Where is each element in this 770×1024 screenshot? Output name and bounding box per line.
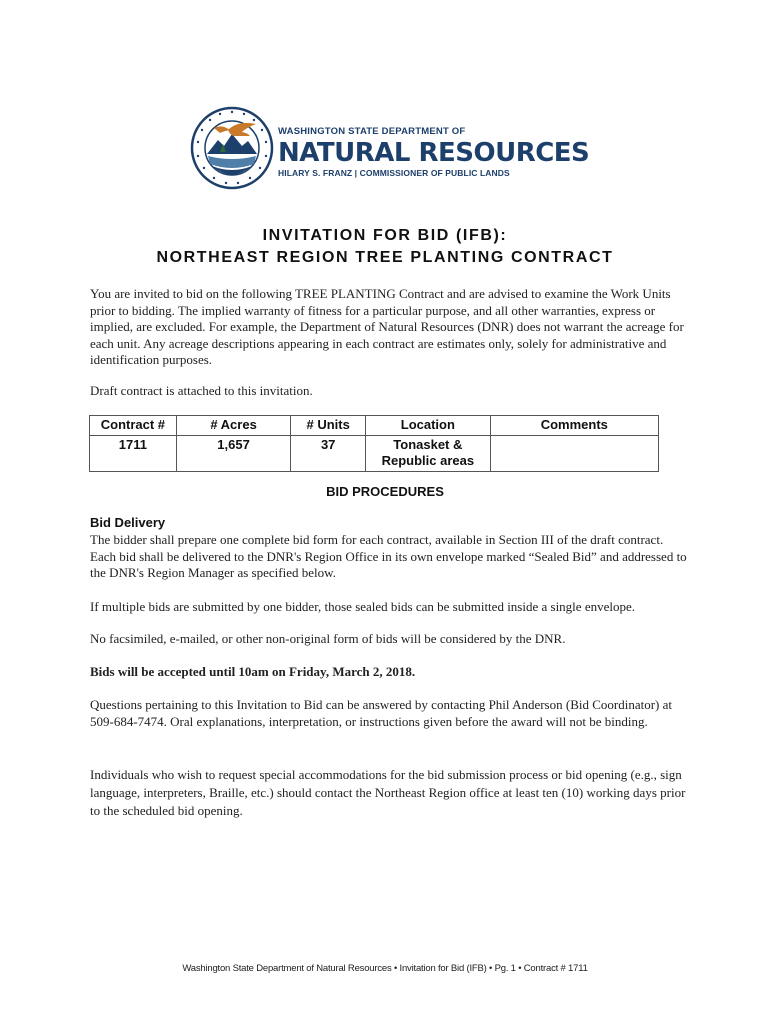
header-comments: Comments [490,416,658,436]
bid-deadline: Bids will be accepted until 10am on Friday, March 2, 2018. [90,664,416,679]
header-units: # Units [291,416,366,436]
logo-agency-name: NATURAL RESOURCES [278,138,590,168]
table-header-row [90,416,659,436]
cell-contract: 1711 [90,436,177,472]
document-subtitle: NORTHEAST REGION TREE PLANTING CONTRACT [156,249,614,266]
logo-department-line: WASHINGTON STATE DEPARTMENT OF [278,126,466,137]
bid-delivery-heading: Bid Delivery [90,515,166,530]
cell-acres: 1,657 [176,436,291,472]
cell-location: Tonasket & Republic areas [366,436,491,472]
cell-comments [490,436,658,472]
table-row [90,436,659,472]
logo-commissioner-line: HILARY S. FRANZ | COMMISSIONER OF PUBLIC LANDS [278,168,510,178]
bid-procedures-heading: BID PROCEDURES [326,484,444,499]
accommodations-paragraph: Individuals who wish to request special accommodations for the bid submission process or bid opening (e.g., sign language, interpreters, Braille, etc.) should contact the Northeast Region office at least ten (10) working days prior to the scheduled bid opening. [90,767,686,818]
multiple-bids-paragraph: If multiple bids are submitted by one bidder, those sealed bids can be submitted inside a single envelope. [90,599,635,614]
contract-table [89,415,659,472]
cell-units: 37 [291,436,366,472]
header-contract: Contract # [90,416,177,436]
dnr-logo [190,106,590,196]
questions-paragraph: Questions pertaining to this Invitation to Bid can be answered by contacting Phil Anderson (Bid Coordinator) at 509-684-7474. Oral explanations, interpretation, or instructions given before the award will not be binding. [90,697,673,729]
logo-wordmark [278,126,588,178]
page-footer: Washington State Department of Natural Resources • Invitation for Bid (IFB) • Pg. 1 • Contract # 1711 [182,963,588,974]
document-title: INVITATION FOR BID (IFB): [262,227,508,244]
header-location: Location [366,416,491,436]
no-fax-paragraph: No facsimiled, e-mailed, or other non-original form of bids will be considered by the DNR. [90,631,566,646]
bid-delivery-paragraph: The bidder shall prepare one complete bid form for each contract, available in Section III of the draft contract. Each bid shall be delivered to the DNR's Region Office in its own envelope marked “Sealed Bid” and addressed to the DNR's Region Manager as specified below. [90,532,687,580]
intro-paragraph: You are invited to bid on the following TREE PLANTING Contract and are advised to examine the Work Units prior to bidding. The implied warranty of fitness for a particular purpose, and all other warranties, express or implied, are excluded. For example, the Department of Natural Resources (DNR) does not warrant the acreage for each unit. Any acreage descriptions appearing in each contract are estimates only, solely for administrative and identification purposes. [90,286,684,367]
draft-contract-note: Draft contract is attached to this invitation. [90,383,313,398]
dnr-seal-icon [190,106,274,190]
header-acres: # Acres [176,416,291,436]
